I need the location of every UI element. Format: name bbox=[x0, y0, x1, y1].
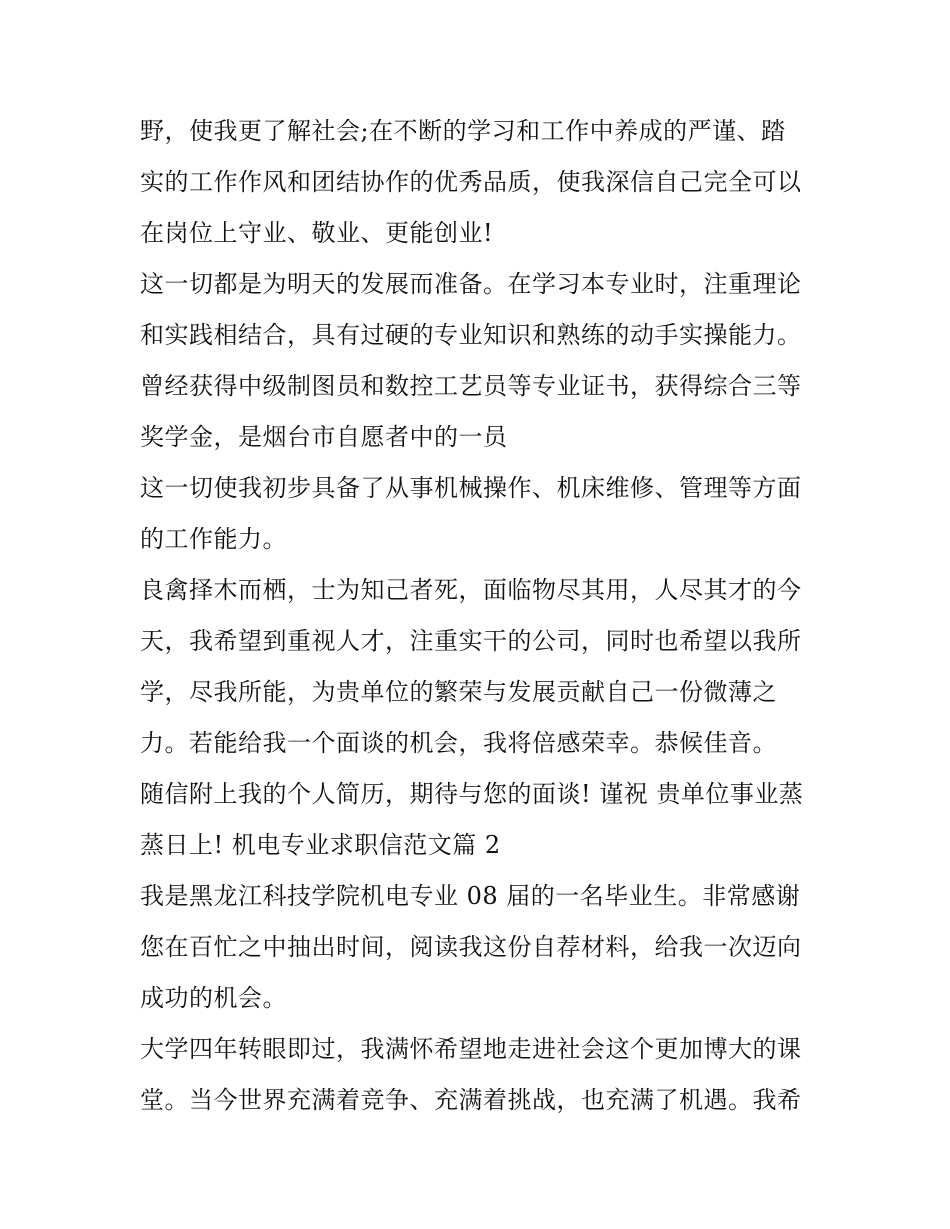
text-line: 这一切都是为明天的发展而准备。在学习本专业时，注重理论 bbox=[140, 270, 802, 298]
text-line: 和实践相结合，具有过硬的专业知识和熟练的动手实操能力。 bbox=[140, 321, 802, 349]
text-line: 学，尽我所能，为贵单位的繁荣与发展贡献自己一份微薄之 bbox=[140, 678, 777, 706]
text-line: 随信附上我的个人简历，期待与您的面谈! 谨祝 贵单位事业蒸 bbox=[140, 780, 804, 808]
text-line: 您在百忙之中抽出时间，阅读我这份自荐材料，给我一次迈向 bbox=[140, 933, 802, 961]
text-line: 我是黑龙江科技学院机电专业 08 届的一名毕业生。非常感谢 bbox=[140, 882, 801, 910]
text-line: 这一切使我初步具备了从事机械操作、机床维修、管理等方面 bbox=[140, 474, 802, 502]
text-line: 野，使我更了解社会;在不断的学习和工作中养成的严谨、踏 bbox=[140, 117, 786, 145]
text-line: 在岗位上守业、敬业、更能创业! bbox=[140, 219, 494, 247]
text-line: 天，我希望到重视人才，注重实干的公司，同时也希望以我所 bbox=[140, 627, 802, 655]
text-line: 力。若能给我一个面谈的机会，我将倍感荣幸。恭候佳音。 bbox=[140, 729, 777, 757]
text-line: 实的工作作风和团结协作的优秀品质，使我深信自己完全可以 bbox=[140, 168, 802, 196]
text-line: 成功的机会。 bbox=[140, 984, 287, 1012]
text-line: 奖学金，是烟台市自愿者中的一员 bbox=[140, 423, 508, 451]
document-body bbox=[140, 106, 820, 1126]
text-line: 大学四年转眼即过，我满怀希望地走进社会这个更加博大的课 bbox=[140, 1035, 802, 1063]
text-line: 良禽择木而栖，士为知己者死，面临物尽其用，人尽其才的今 bbox=[140, 576, 802, 604]
text-line: 曾经获得中级制图员和数控工艺员等专业证书，获得综合三等 bbox=[140, 372, 802, 400]
text-line: 蒸日上! 机电专业求职信范文篇 2 bbox=[140, 831, 501, 859]
text-line: 堂。当今世界充满着竞争、充满着挑战，也充满了机遇。我希 bbox=[140, 1086, 802, 1114]
text-line: 的工作能力。 bbox=[140, 525, 287, 553]
